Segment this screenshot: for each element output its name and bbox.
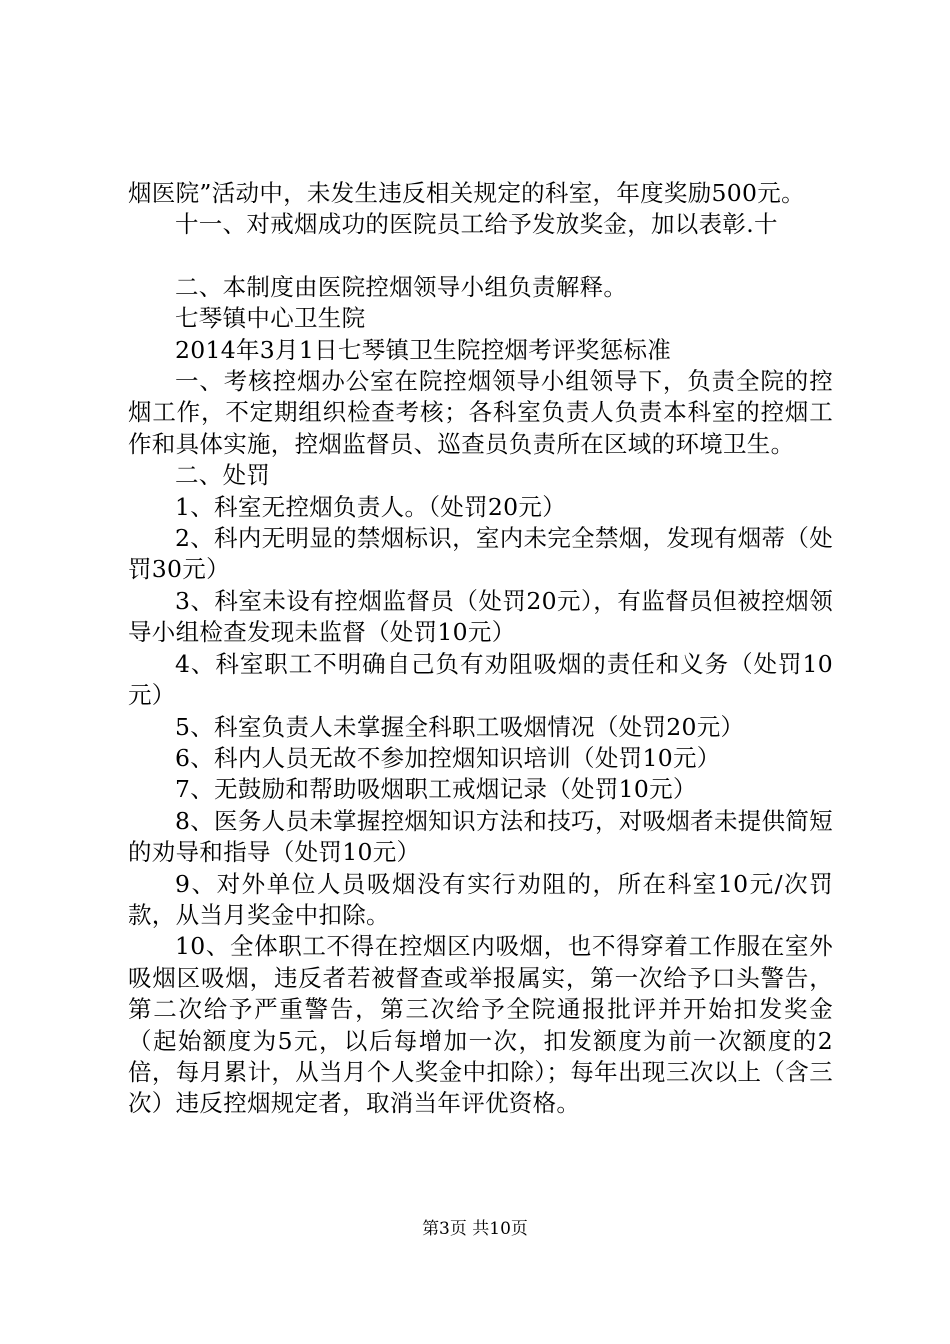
paragraph-9: 2、科内无明显的禁烟标识，室内未完全禁烟，发现有烟蒂（处罚30元）: [128, 524, 833, 584]
paragraph-8: 1、科室无控烟负责人。（处罚20元）: [175, 492, 567, 521]
paragraph-12: 5、科室负责人未掌握全科职工吸烟情况（处罚20元）: [175, 712, 745, 741]
paragraph-3: 二、本制度由医院控烟领导小组负责解释。: [175, 272, 628, 301]
paragraph-15: 8、医务人员未掌握控烟知识方法和技巧，对吸烟者未提供简短的劝导和指导（处罚10元）: [128, 806, 833, 867]
document-body: [128, 178, 833, 1120]
paragraph-7: 二、处罚: [175, 461, 271, 490]
paragraph-4: 七琴镇中心卫生院: [175, 304, 366, 333]
paragraph-11: 4、科室职工不明确自己负有劝阻吸烟的责任和义务（处罚10元）: [128, 649, 833, 710]
paragraph-10: 3、科室未设有控烟监督员（处罚20元），有监督员但被控烟领导小组检查发现未监督（处罚10元）: [128, 586, 833, 647]
paragraph-16: 9、对外单位人员吸烟没有实行劝阻的，所在科室10元/次罚款，从当月奖金中扣除。: [128, 869, 833, 929]
paragraph-17: 10、全体职工不得在控烟区内吸烟，也不得穿着工作服在室外吸烟区吸烟，违反者若被督查或举报属实，第一次给予口头警告，第二次给予严重警告，第三次给予全院通报批评并开始扣发奖金（起始额度为5元，以后每增加一次，扣发额度为前一次额度的2倍，每月累计，从当月个人奖金中扣除）；每年出现三次以上（含三次）违反控烟规定者，取消当年评优资格。: [128, 932, 833, 1118]
blank-line: [128, 241, 833, 272]
paragraph-13: 6、科内人员无故不参加控烟知识培训（处罚10元）: [175, 743, 721, 772]
page-footer: 第3页 共10页: [422, 1219, 528, 1239]
paragraph-1: 十一、对戒烟成功的医院员工给予发放奖金，加以表彰.十: [175, 210, 778, 239]
paragraph-0: 烟医院”活动中，未发生违反相关规定的科室，年度奖励500元。: [128, 179, 805, 207]
paragraph-14: 7、无鼓励和帮助吸烟职工戒烟记录（处罚10元）: [175, 775, 697, 804]
paragraph-5: 2014年3月1日七琴镇卫生院控烟考评奖惩标准: [175, 335, 672, 364]
paragraph-6: 一、考核控烟办公室在院控烟领导小组领导下，负责全院的控烟工作，不定期组织检查考核；各科室负责人负责本科室的控烟工作和具体实施，控烟监督员、巡查员负责所在区域的环境卫生。: [128, 367, 833, 458]
